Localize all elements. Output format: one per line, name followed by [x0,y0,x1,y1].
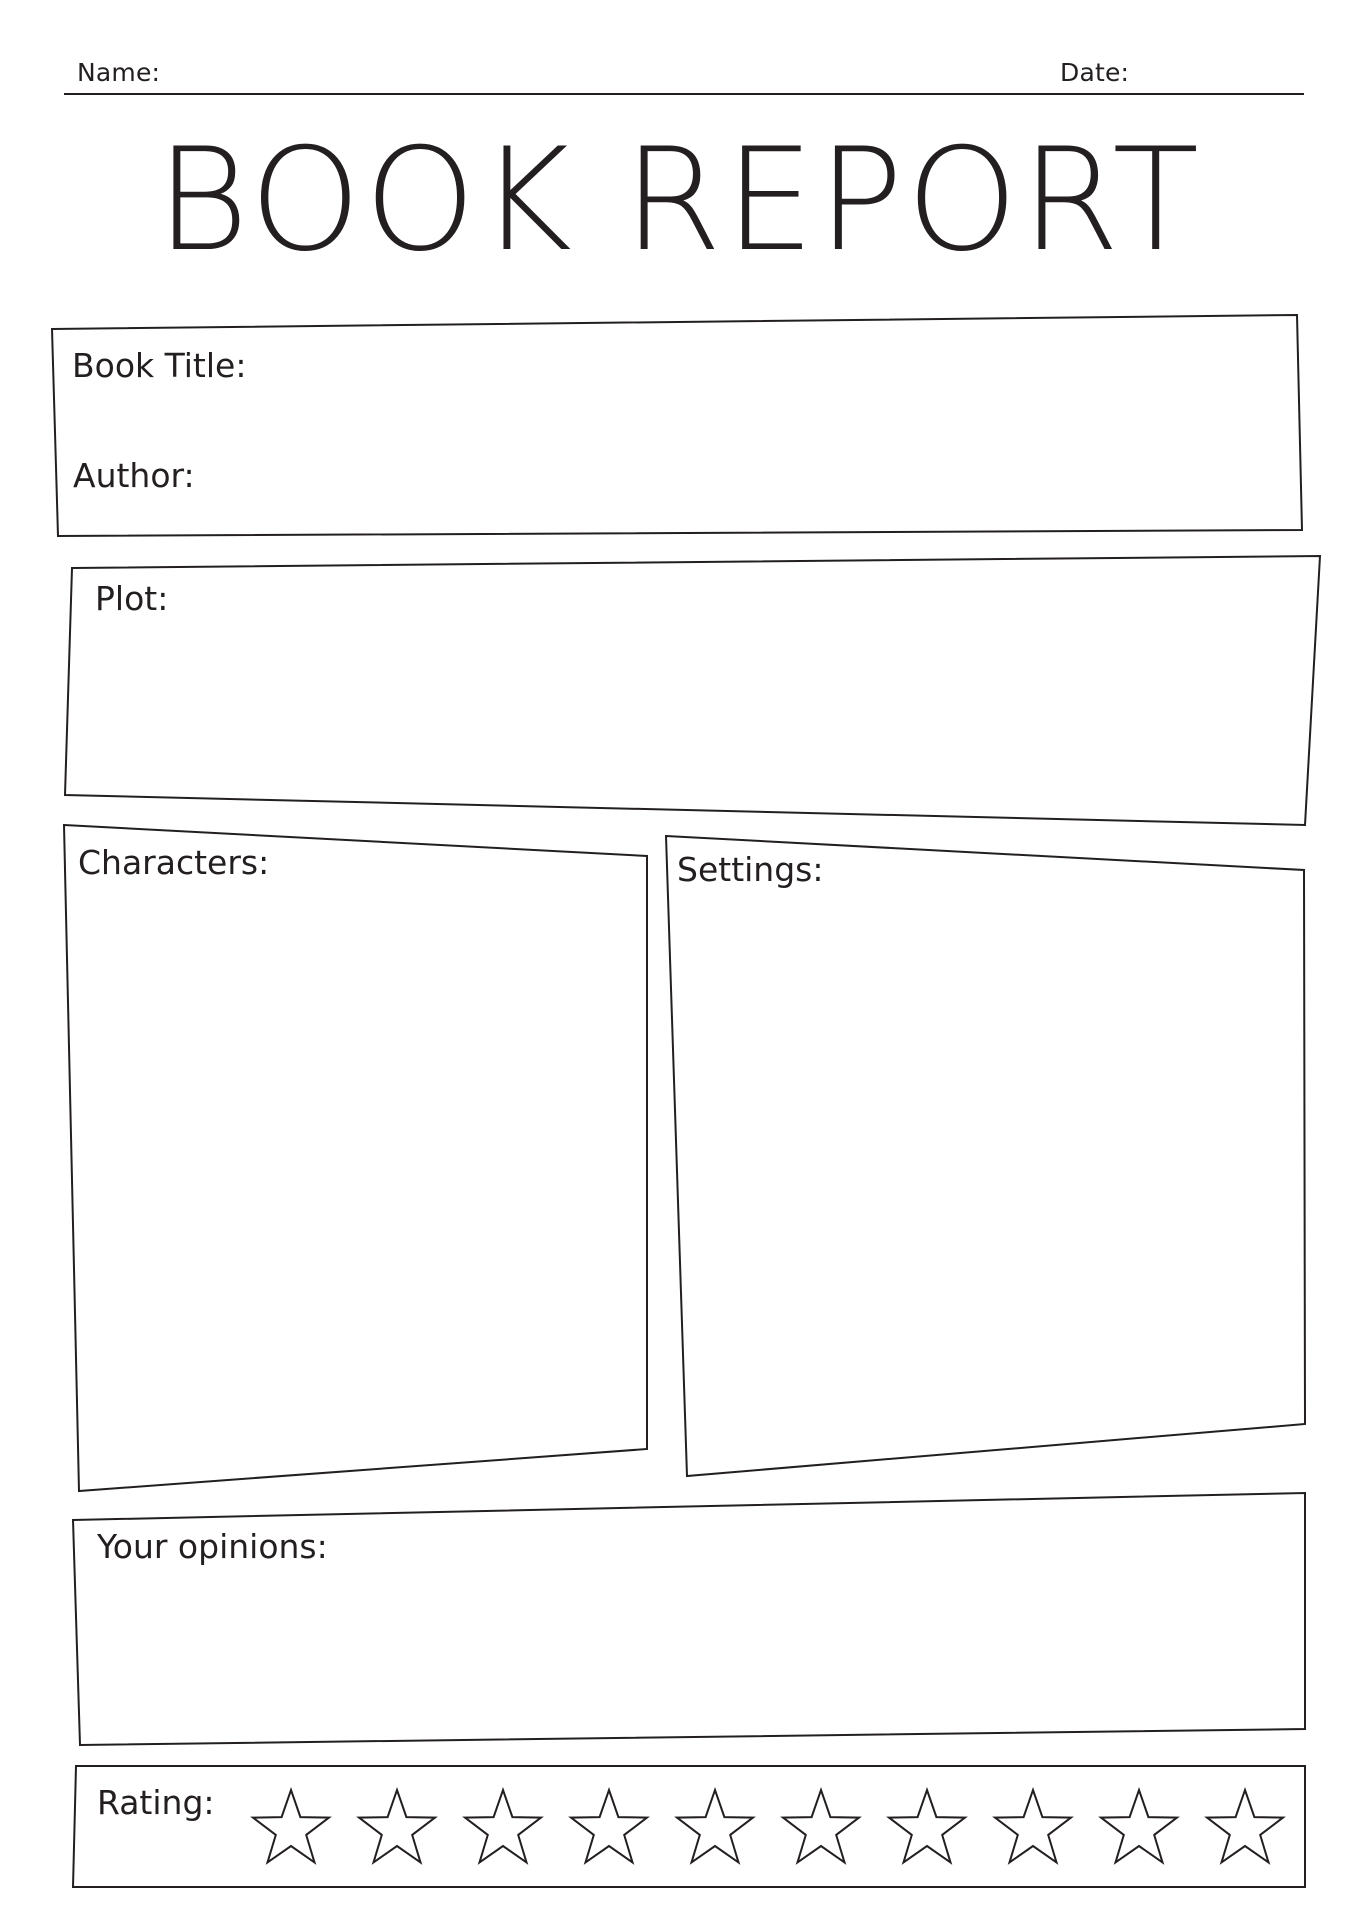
star-outline-icon[interactable] [571,1790,647,1862]
star-outline-icon[interactable] [359,1790,435,1862]
star-outline-icon[interactable] [783,1790,859,1862]
settings-label: Settings: [677,850,824,889]
plot-box[interactable] [65,556,1320,825]
opinions-label: Your opinions: [97,1527,328,1566]
star-outline-icon[interactable] [253,1790,329,1862]
book-title-label: Book Title: [72,346,247,385]
star-outline-icon[interactable] [1101,1790,1177,1862]
name-label: Name: [77,58,161,87]
star-outline-icon[interactable] [677,1790,753,1862]
author-label: Author: [73,456,195,495]
star-outline-icon[interactable] [1207,1790,1283,1862]
date-label: Date: [1060,58,1130,87]
star-outline-icon[interactable] [465,1790,541,1862]
settings-box[interactable] [666,836,1305,1476]
plot-label: Plot: [95,579,169,618]
star-outline-icon[interactable] [995,1790,1071,1862]
characters-box[interactable] [64,825,647,1491]
page-title: BOOK REPORT [155,118,1203,283]
rating-label: Rating: [97,1783,215,1822]
star-outline-icon[interactable] [889,1790,965,1862]
characters-label: Characters: [78,843,270,882]
